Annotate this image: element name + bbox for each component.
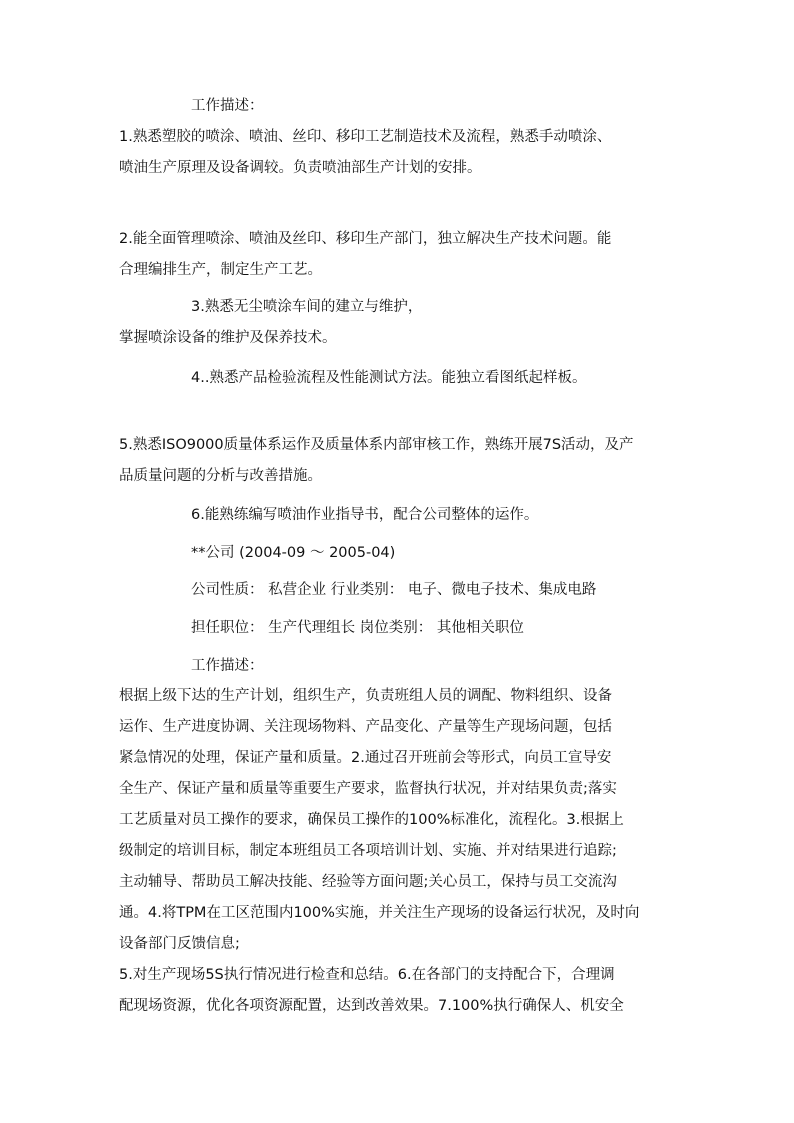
- paragraph-line: 工艺质量对员工操作的要求，确保员工操作的100%标准化，流程化。3.根据上: [119, 812, 624, 828]
- paragraph-line: 6.能熟练编写喷油作业指导书，配合公司整体的运作。: [191, 507, 539, 523]
- heading-work-description: 工作描述：: [191, 98, 264, 114]
- paragraph-line: 运作、生产进度协调、关注现场物料、产品变化、产量等生产现场问题，包括: [119, 719, 612, 735]
- paragraph-line: 级制定的培训目标，制定本班组员工各项培训计划、实施、并对结果进行追踪;: [119, 843, 617, 859]
- company-period: **公司 (2004-09 ～ 2005-04): [191, 545, 396, 561]
- paragraph-line: 喷油生产原理及设备调较。负责喷油部生产计划的安排。: [119, 160, 482, 176]
- paragraph-line: 紧急情况的处理，保证产量和质量。2.通过召开班前会等形式，向员工宣导安: [119, 750, 612, 766]
- paragraph-line: 设备部门反馈信息;: [119, 936, 240, 952]
- paragraph-line: 配现场资源，优化各项资源配置，达到改善效果。7.100%执行确保人、机安全: [119, 998, 624, 1014]
- paragraph-line: 根据上级下达的生产计划，组织生产，负责班组人员的调配、物料组织、设备: [119, 688, 612, 704]
- paragraph-line: 1.熟悉塑胶的喷涂、喷油、丝印、移印工艺制造技术及流程，熟悉手动喷涂、: [119, 129, 612, 145]
- paragraph-line: 主动辅导、帮助员工解决技能、经验等方面问题;关心员工，保持与员工交流沟: [119, 874, 617, 890]
- company-nature-industry: 公司性质： 私营企业 行业类别： 电子、微电子技术、集成电路: [191, 582, 597, 598]
- paragraph-line: 3.熟悉无尘喷涂车间的建立与维护，: [191, 299, 423, 315]
- paragraph-line: 2.能全面管理喷涂、喷油及丝印、移印生产部门，独立解决生产技术问题。能: [119, 231, 612, 247]
- paragraph-line: 品质量问题的分析与改善措施。: [119, 468, 322, 484]
- paragraph-line: 5.熟悉ISO9000质量体系运作及质量体系内部审核工作，熟练开展7S活动，及产: [119, 437, 634, 453]
- paragraph-line: 掌握喷涂设备的维护及保养技术。: [119, 330, 337, 346]
- paragraph-line: 4..熟悉产品检验流程及性能测试方法。能独立看图纸起样板。: [191, 370, 587, 386]
- paragraph-line: 全生产、保证产量和质量等重要生产要求，监督执行状况，并对结果负责;落实: [119, 781, 617, 797]
- paragraph-line: 5.对生产现场5S执行情况进行检查和总结。6.在各部门的支持配合下，合理调: [119, 967, 615, 983]
- paragraph-line: 通。4.将TPM在工区范围内100%实施，并关注生产现场的设备运行状况，及时向: [119, 905, 640, 921]
- paragraph-line: 合理编排生产，制定生产工艺。: [119, 262, 322, 278]
- position-category: 担任职位： 生产代理组长 岗位类别： 其他相关职位: [191, 620, 524, 636]
- heading-work-description: 工作描述：: [191, 658, 264, 674]
